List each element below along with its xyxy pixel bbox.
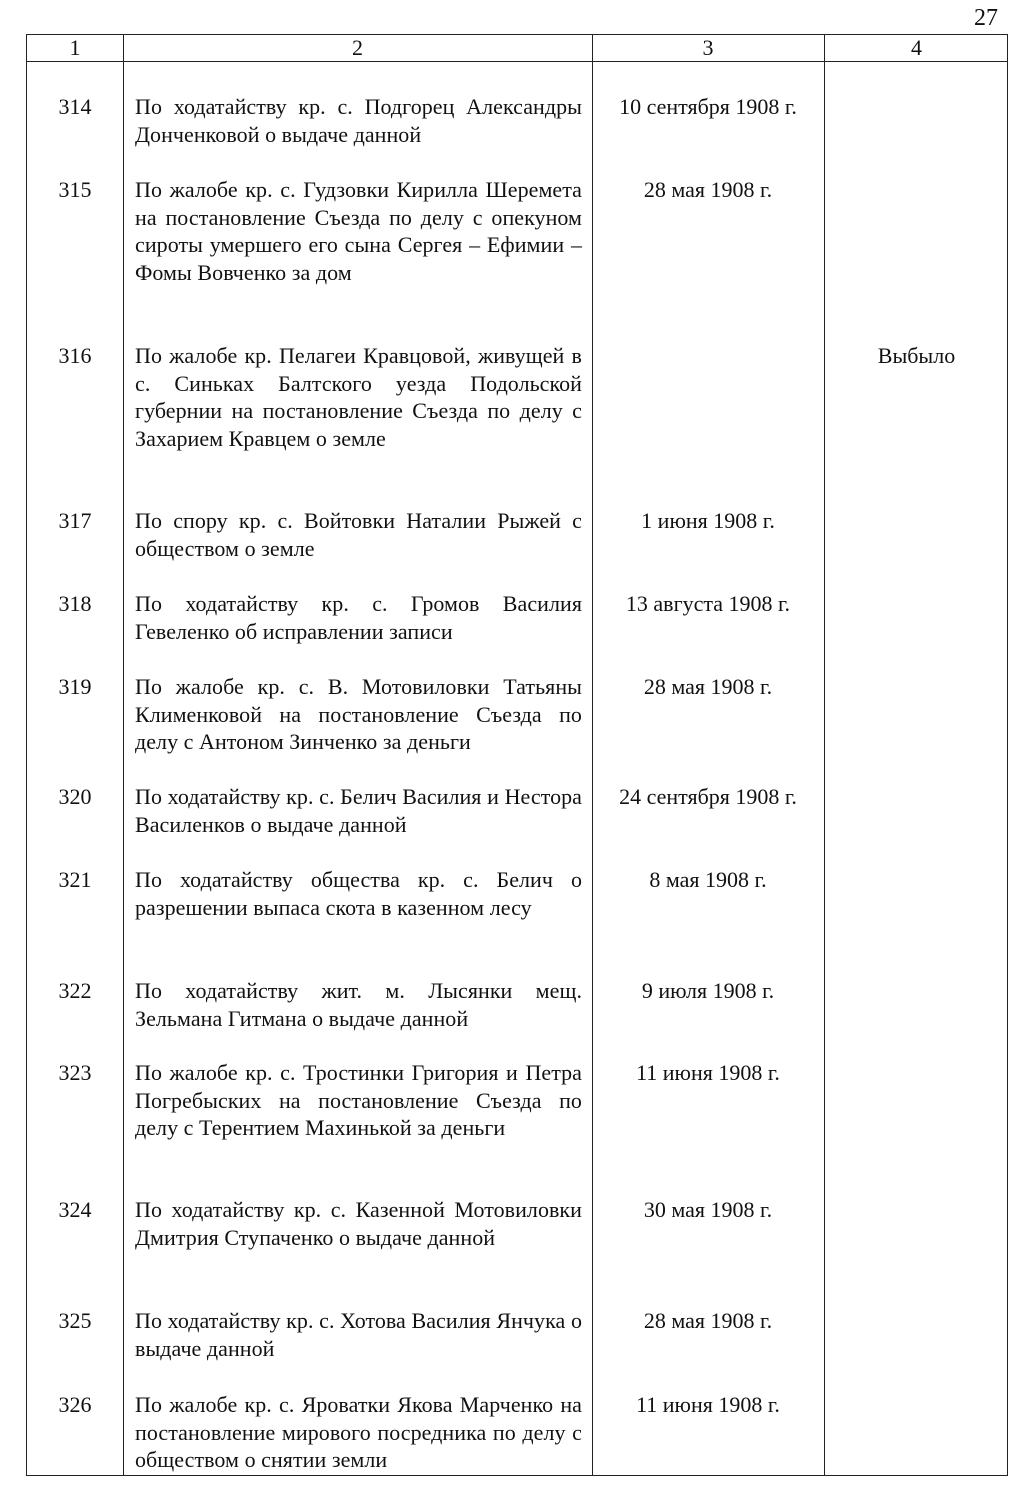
register-table <box>26 34 1008 1476</box>
row-note: Выбыло <box>877 343 956 368</box>
table-row <box>27 1307 1007 1391</box>
table-row <box>27 673 1007 783</box>
header-col-1: 1 <box>69 35 81 60</box>
row-description: По жалобе кр. Пелагеи Кравцовой, живущей в с. Синьках Балтского уезда Подольской губернии на постановление Съезда по делу с Захарием Кравцем о земле <box>135 343 582 451</box>
row-number: 326 <box>58 1392 92 1417</box>
table-row <box>27 590 1007 673</box>
table-row <box>27 1059 1007 1196</box>
table-row <box>27 1196 1007 1307</box>
row-description: По ходатайству общества кр. с. Белич о разрешении выпаса скота в казенном лесу <box>135 867 582 920</box>
row-number: 323 <box>58 1060 92 1085</box>
table-row <box>27 783 1007 866</box>
row-date: 13 августа 1908 г. <box>625 591 791 616</box>
row-date: 1 июня 1908 г. <box>641 508 775 533</box>
row-number: 314 <box>58 94 92 119</box>
row-description: По ходатайству кр. с. Белич Василия и Нестора Василенков о выдаче данной <box>135 784 582 837</box>
table-row <box>27 93 1007 176</box>
row-description: По жалобе кр. с. В. Мотовиловки Татьяны Клименковой на постановление Съезда по делу с Антоном Зинченко за деньги <box>135 674 582 755</box>
row-date: 24 сентября 1908 г. <box>619 784 797 809</box>
row-description: По спору кр. с. Войтовки Наталии Рыжей с обществом о земле <box>135 508 582 561</box>
row-description: По жалобе кр. с. Гудзовки Кирилла Шеремета на постановление Съезда по делу с опекуном сироты умершего его сына Сергея – Ефимии – Фомы Вовченко за дом <box>135 177 582 285</box>
row-date: 8 мая 1908 г. <box>649 867 767 892</box>
header-col-2: 2 <box>352 35 363 60</box>
row-date: 11 июня 1908 г. <box>636 1060 780 1085</box>
page-number: 27 <box>974 5 998 31</box>
row-number: 316 <box>58 343 92 368</box>
table-row <box>27 1391 1007 1471</box>
row-date: 30 мая 1908 г. <box>643 1197 773 1222</box>
row-number: 324 <box>58 1197 92 1222</box>
row-description: По ходатайству кр. с. Хотова Василия Янчука о выдаче данной <box>135 1308 582 1361</box>
table-row <box>27 507 1007 590</box>
row-number: 320 <box>58 784 92 809</box>
row-description: По жалобе кр. с. Тростинки Григория и Петра Погребыских на постановление Съезда по делу с Терентием Махинькой за деньги <box>135 1060 582 1141</box>
table-row <box>27 176 1007 342</box>
row-date: 28 мая 1908 г. <box>643 177 773 202</box>
table-body <box>27 93 1007 1471</box>
row-number: 319 <box>58 674 92 699</box>
table-row <box>27 977 1007 1059</box>
row-date: 28 мая 1908 г. <box>643 674 773 699</box>
row-date: 9 июля 1908 г. <box>641 978 775 1003</box>
row-description: По ходатайству жит. м. Лысянки мещ. Зельмана Гитмана о выдаче данной <box>135 978 582 1031</box>
row-number: 315 <box>58 177 92 202</box>
table-row <box>27 342 1007 507</box>
row-date: 11 июня 1908 г. <box>636 1392 780 1417</box>
row-description: По ходатайству кр. с. Казенной Мотовиловки Дмитрия Ступаченко о выдаче данной <box>135 1197 582 1250</box>
table-row <box>27 866 1007 977</box>
row-number: 322 <box>58 978 92 1003</box>
row-description: По жалобе кр. с. Яроватки Якова Марченко на постановление мирового посредника по делу с обществом о снятии земли <box>135 1392 582 1473</box>
row-number: 317 <box>58 508 92 533</box>
row-description: По ходатайству кр. с. Подгорец Александры Донченковой о выдаче данной <box>135 94 582 147</box>
row-number: 321 <box>58 867 92 892</box>
row-description: По ходатайству кр. с. Громов Василия Гевеленко об исправлении записи <box>135 591 582 644</box>
table-header <box>27 35 1007 62</box>
row-date: 28 мая 1908 г. <box>643 1308 773 1333</box>
row-date: 10 сентября 1908 г. <box>619 94 797 119</box>
row-number: 318 <box>58 591 92 616</box>
header-col-3: 3 <box>702 35 714 60</box>
row-number: 325 <box>58 1308 92 1333</box>
header-col-4: 4 <box>911 35 922 60</box>
